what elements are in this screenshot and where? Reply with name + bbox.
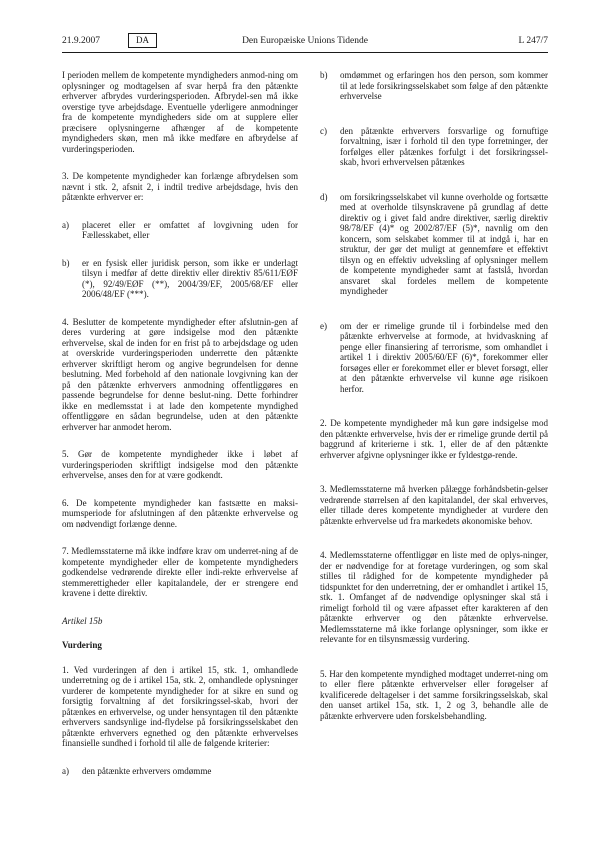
publication-date: 21.9.2007 — [62, 36, 100, 46]
header-rule — [62, 52, 548, 53]
list-item — [62, 766, 298, 777]
list-label: b) — [320, 70, 328, 80]
paragraph: 5. Har den kompetente myndighed modtaget underret-ning om to eller flere påtænkte erhvervelser eller forøgelser af kvalificerede deltagelser i det samme forsikringsselskab, skal den uanset artikel 15a, stk. 1, 2 og 3, behandle alle de påtænkte erhververe uden forskelsbehandling. — [320, 668, 548, 721]
list-item — [320, 70, 548, 102]
paragraph: 5. Gør de kompetente myndigheder ikke i løbet af vurderingsperioden skriftligt indsigelse mod den påtænkte erhvervelse, anses den for at være godkendt. — [62, 449, 298, 480]
list-text: placeret eller er omfattet af lovgivning uden for Fællesskabet, eller — [82, 219, 298, 240]
paragraph: 3. De kompetente myndigheder kan forlænge afbrydelsen som nævnt i stk. 2, afsnit 2, i indtil tredive arbejdsdage, hvis den påtænkte erhverver er: — [62, 171, 298, 202]
list-text: den påtænkte erhververs forsvarlige og fornuftige forvaltning, især i forhold til den type forretninger, der forfølges eller påtænkes forfulgt i det forsikringssel-skab, hvori erhvervelsen påtænkes — [340, 125, 548, 167]
language-badge: DA — [128, 33, 157, 48]
paragraph: 4. Beslutter de kompetente myndigheder efter afslutnin-gen af deres vurdering at gøre indsigelse mod den påtænkte erhvervelse, skal de inden for en frist på to arbejdsdage og uden at overskride vurderingsperioden underrette den påtænkte erhverver skriftligt herom og angive begrundelsen for denne beslutning. Med forbehold af den nationale lovgivning kan der på den påtænkte erhververs anmodning offentliggøres en passende begrundelse for denne beslut-ning. Dette forhindrer ikke en medlemsstat i at lade den kompetente myndighed offentliggøre en sådan begrundelse, uden at den påtænkte erhverver har anmodet herom. — [62, 316, 298, 432]
page-number: L 247/7 — [518, 36, 548, 46]
list-label: b) — [62, 257, 70, 268]
page-header — [62, 34, 548, 50]
paragraph: 1. Ved vurderingen af den i artikel 15, stk. 1, omhandlede underretning og de i artikel 15a, stk. 2, omhandlede oplysninger vurderer de kompetente myndigheder for at sikre en sund og forsigtig forvaltning af det forsikringssel-skab, hvori der påtænkes en erhvervelse, og under hensyntagen til den påtænkte erhververs sandsynlige ind-flydelse på forsikringsselskabet den påtænkte erhververs egnethed og den påtænkte erhvervelses finansielle sundhed i forhold til alle de følgende kriterier: — [62, 664, 298, 748]
list-label: a) — [62, 765, 70, 776]
paragraph: 4. Medlemsstaterne offentliggør en liste med de oplys-ninger, der er nødvendige for at foretage vurderingen, og som skal stilles til rådighed for de kompetente myndigheder på tidspunktet for den underretning, der er omhandlet i artikel 15, stk. 1. Omfanget af de nødvendige oplysninger skal stå i rimeligt forhold til og være afpasset efter karakteren af den påtænkte erhverver og den påtænkte erhvervelse. Medlemsstaterne må ikke forlange oplysninger, som ikke er relevante for en tilsynsmæssig vurdering. — [320, 550, 548, 644]
list-item — [62, 258, 298, 300]
list-item — [62, 220, 298, 241]
list-text: om der er rimelige grunde til i forbindelse med den påtænkte erhvervelse at formode, at hvidvaskning af penge eller finansiering af terrorisme, som omhandlet i artikel 1 i direktiv 2005/60/EF (6)*, forekommer eller forsøges eller er forekommet eller er blevet forsøgt, eller at den påtænkte erhvervelse vil kunne øge risikoen herfor. — [340, 320, 548, 394]
list-text: den påtænkte erhververs omdømme — [82, 765, 212, 776]
list-text: omdømmet og erfaringen hos den person, som kommer til at lede forsikringsselskabet som følge af den påtænkte erhvervelse — [340, 70, 548, 101]
list-item — [320, 126, 548, 168]
paragraph: I perioden mellem de kompetente myndigheders anmod-ning om oplysninger og modtagelsen af svar herpå fra den påtænkte erhverver afbrydes vurderingsperioden. Afbrydel-sen må ikke overstige tyve arbejdsdage. Eventuelle yderligere anmodninger fra de kompetente myndigheders side om at supplere eller præcisere oplysningerne afhænger af de kompetente myndigheders skøn, men må ikke medføre en afbrydelse af vurderingsperioden. — [62, 70, 298, 154]
journal-title: Den Europæiske Unions Tidende — [242, 36, 368, 46]
list-item — [320, 192, 548, 297]
paragraph: 2. De kompetente myndigheder må kun gøre indsigelse mod den påtænkte erhvervelse, hvis der er rimelige grunde dertil på baggrund af kriterierne i stk. 1, eller de af den påtænkte erhverver afgivne oplysninger ikke er fyldestgø-rende. — [320, 418, 548, 460]
right-column — [320, 70, 548, 745]
article-number: Artikel 15b — [62, 615, 103, 626]
list-text: om forsikringsselskabet vil kunne overholde og fortsætte med at overholde tilsynskravene på grundlag af dette direktiv og i givet fald andre direktiver, særlig direktiv 98/78/EF (4)* og 2002/87/EF (5)*, navnlig om den koncern, som selskabet kommer til at indgå i, har en struktur, der gør det muligt at gennemføre et effektivt tilsyn og en effektiv udveksling af oplysninger mellem de kompetente myndigheder samt at fastslå, hvordan ansvaret skal fordeles mellem de kompetente myndigheder — [340, 191, 548, 296]
list-text: er en fysisk eller juridisk person, som ikke er underlagt tilsyn i medfør af dette direktiv eller direktiv 85/611/EØF (*), 92/49/EØF (**), 2004/39/EF, 2005/68/EF eller 2006/48/EF (***). — [82, 257, 298, 299]
paragraph: 6. De kompetente myndigheder kan fastsætte en maksi-mumsperiode for afslutningen af den påtænkte erhvervelse og om nødvendigt forlænge denne. — [62, 497, 298, 529]
list-item — [320, 321, 548, 395]
list-label: a) — [62, 219, 70, 230]
list-label: d) — [320, 191, 328, 202]
paragraph: 7. Medlemsstaterne må ikke indføre krav om underret-ning af de kompetente myndigheder eller de kompetente myndigheders godkendelse vedrørende direkte eller indi-rekte erhvervelse af stemmerettigheder eller kapitalandele, der er strengere end kravene i dette direktiv. — [62, 546, 298, 598]
paragraph: 3. Medlemsstaterne må hverken pålægge forhåndsbetin-gelser vedrørende størrelsen af den kapitalandel, der skal erhverves, eller tillade deres kompetente myndigheder at vurdere den påtænkte erhvervelse ud fra markedets økonomiske behov. — [320, 484, 548, 526]
list-label: e) — [320, 320, 328, 331]
article-heading: Vurdering — [62, 640, 102, 650]
list-label: c) — [320, 125, 328, 136]
left-column — [62, 70, 298, 793]
